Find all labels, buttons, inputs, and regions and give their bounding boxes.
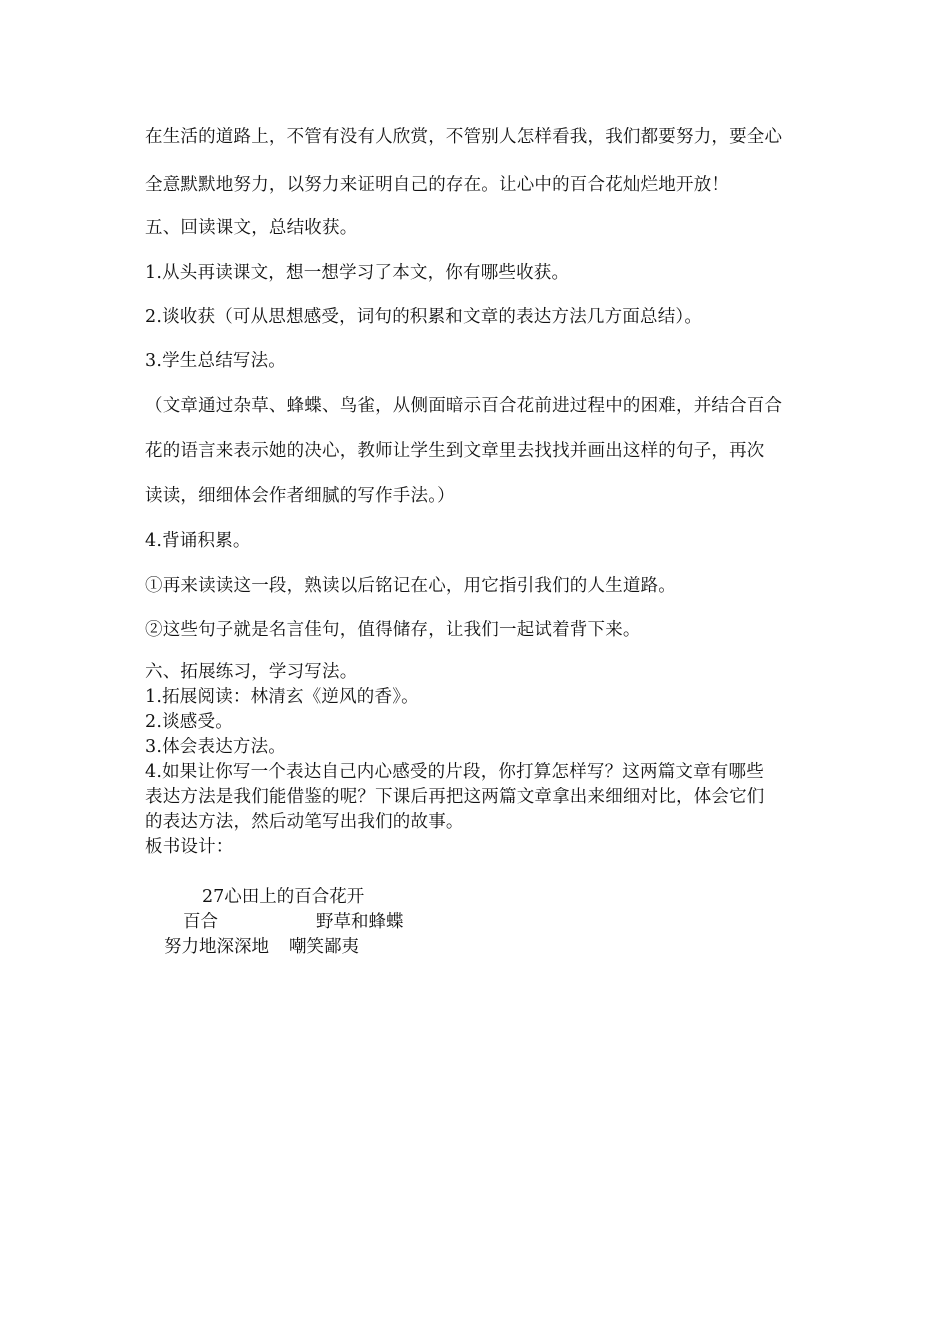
sub-item: ①再来读读这一段，熟读以后铭记在心，用它指引我们的人生道路。	[145, 576, 676, 596]
board-left-text: 努力地深深地	[164, 937, 269, 957]
list-item: 2.谈收获（可从思想感受，词句的积累和文章的表达方法几方面总结）。	[145, 307, 703, 327]
paragraph-line: 在生活的道路上，不管有没有人欣赏，不管别人怎样看我，我们都要努力，要全心	[145, 127, 783, 147]
paragraph-line: 表达方法是我们能借鉴的呢？下课后再把这两篇文章拿出来细细对比，体会它们	[145, 787, 765, 807]
section-heading: 五、回读课文，总结收获。	[145, 218, 358, 238]
list-item: 4.背诵积累。	[145, 531, 251, 551]
note-line: 花的语言来表示她的决心，教师让学生到文章里去找找并画出这样的句子，再次	[145, 441, 765, 461]
board-right-text: 嘲笑鄙夷	[289, 937, 359, 957]
paragraph-line: 4.如果让你写一个表达自己内心感受的片段，你打算怎样写？这两篇文章有哪些	[145, 762, 764, 782]
list-item: 1.从头再读课文，想一想学习了本文，你有哪些收获。	[145, 263, 570, 283]
sub-item: ②这些句子就是名言佳句，值得储存，让我们一起试着背下来。	[145, 620, 641, 640]
list-item: 2.谈感受。	[145, 712, 233, 732]
board-left-head: 百合	[183, 912, 218, 932]
paragraph-line: 全意默默地努力，以努力来证明自己的存在。让心中的百合花灿烂地开放！	[145, 175, 730, 195]
board-right-head: 野草和蜂蝶	[316, 912, 404, 932]
list-item: 3.学生总结写法。	[145, 351, 286, 371]
list-item: 1.拓展阅读：林清玄《逆风的香》。	[145, 687, 419, 707]
board-title: 27心田上的百合花开	[202, 887, 365, 907]
note-line: （文章通过杂草、蜂蝶、鸟雀，从侧面暗示百合花前进过程中的困难，并结合百合	[145, 396, 783, 416]
list-item: 3.体会表达方法。	[145, 737, 286, 757]
board-label: 板书设计：	[145, 837, 234, 857]
paragraph-line: 的表达方法，然后动笔写出我们的故事。	[145, 812, 464, 832]
note-line: 读读，细细体会作者细腻的写作手法。）	[145, 486, 455, 506]
section-heading: 六、拓展练习，学习写法。	[145, 662, 358, 682]
